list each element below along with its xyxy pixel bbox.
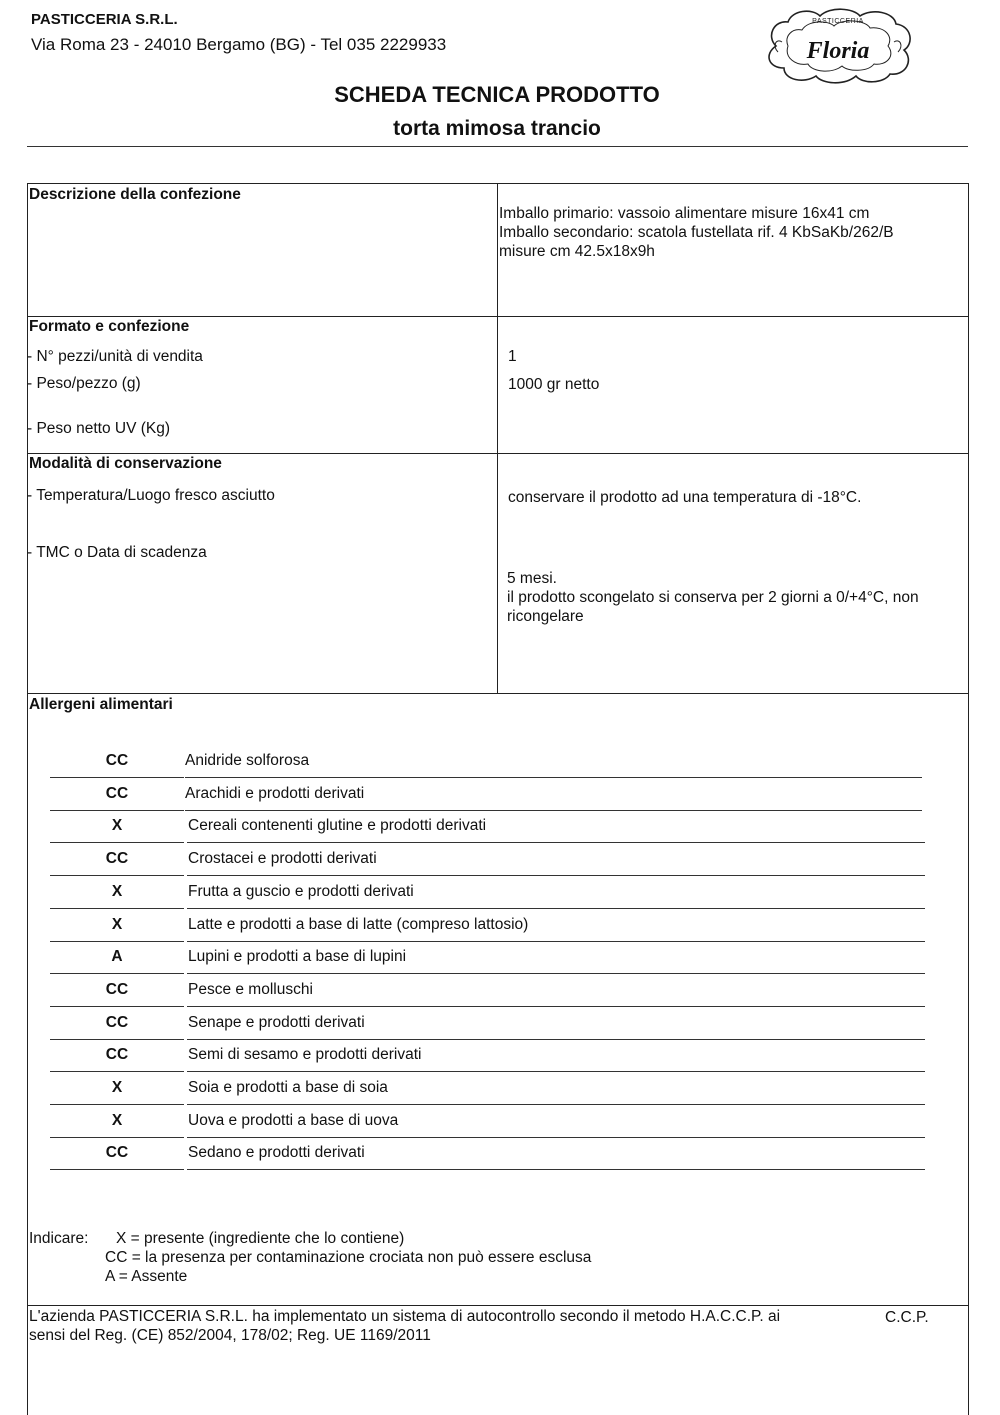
allergen-name: Lupini e prodotti a base di lupini: [188, 948, 407, 966]
allergen-name: Cereali contenenti glutine e prodotti derivati: [188, 817, 487, 835]
allergen-name: Soia e prodotti a base di soia: [188, 1079, 388, 1096]
allergen-code: X: [111, 1111, 123, 1129]
allergen-code: CC: [105, 1144, 129, 1162]
legend-cc: CC = la presenza per contaminazione crociata non può essere esclusa: [105, 1249, 592, 1266]
allergen-code: CC: [105, 850, 129, 868]
format-value: 1000 gr netto: [508, 376, 600, 393]
table-row-divider: [27, 1305, 969, 1306]
packaging-line: Imballo secondario: scatola fustellata rif. 4 KbSaKb/262/B: [499, 224, 894, 241]
legend-x: X = presente (ingrediente che lo contiene): [116, 1230, 405, 1247]
allergen-code-underline: [50, 777, 184, 778]
allergen-name: Crostacei e prodotti derivati: [188, 850, 377, 868]
allergen-code-underline: [50, 810, 184, 811]
format-value: 1: [508, 348, 517, 365]
allergen-code-underline: [50, 842, 184, 843]
table-right-border: [968, 183, 969, 1415]
allergen-name-underline: [187, 1039, 925, 1040]
storage-tmc-label: - TMC o Data di scadenza: [27, 544, 207, 561]
allergens-heading: Allergeni alimentari: [29, 696, 173, 713]
allergen-name-underline: [187, 941, 925, 942]
footer-line: sensi del Reg. (CE) 852/2004, 178/02; Reg. UE 1169/2011: [29, 1327, 431, 1344]
allergen-code: X: [111, 882, 123, 900]
allergen-code-underline: [50, 973, 184, 974]
allergen-name-underline: [187, 973, 925, 974]
product-name: torta mimosa trancio: [393, 117, 601, 140]
allergen-code-underline: [50, 1006, 184, 1007]
table-row-divider: [27, 453, 969, 454]
packaging-heading: Descrizione della confezione: [29, 186, 241, 203]
format-label: - N° pezzi/unità di vendita: [27, 348, 203, 365]
storage-temp-label: - Temperatura/Luogo fresco asciutto: [27, 487, 275, 504]
logo-name-text: Floria: [806, 38, 870, 64]
table-top-border: [27, 183, 969, 184]
floria-logo: [762, 6, 914, 86]
allergen-code-underline: [50, 941, 184, 942]
allergen-name-underline: [187, 1169, 925, 1170]
header-divider: [27, 146, 968, 147]
packaging-line: misure cm 42.5x18x9h: [499, 243, 655, 260]
allergen-name: Frutta a guscio e prodotti derivati: [188, 882, 414, 900]
legend-prefix: Indicare:: [29, 1230, 89, 1247]
allergen-name: Arachidi e prodotti derivati: [185, 784, 365, 802]
allergen-name: Senape e prodotti derivati: [188, 1013, 365, 1031]
allergen-name: Pesce e molluschi: [188, 980, 313, 998]
allergen-name-underline: [187, 908, 925, 909]
allergen-name-underline: [185, 777, 922, 778]
storage-tmc-line: ricongelare: [507, 608, 584, 625]
storage-tmc-line: 5 mesi.: [507, 570, 557, 587]
allergen-name-underline: [187, 1137, 925, 1138]
packaging-line: Imballo primario: vassoio alimentare misure 16x41 cm: [499, 205, 870, 222]
allergen-name: Anidride solforosa: [185, 752, 310, 769]
allergen-name: Semi di sesamo e prodotti derivati: [188, 1046, 422, 1064]
storage-tmc-line: il prodotto scongelato si conserva per 2 giorni a 0/+4°C, non: [507, 589, 919, 606]
company-name: PASTICCERIA S.R.L.: [31, 11, 178, 28]
document-title: SCHEDA TECNICA PRODOTTO: [334, 82, 660, 107]
allergen-code: X: [111, 915, 123, 933]
format-label: - Peso/pezzo (g): [27, 375, 141, 392]
company-address: Via Roma 23 - 24010 Bergamo (BG) - Tel 035 2229933: [31, 35, 447, 54]
allergen-name-underline: [187, 1104, 925, 1105]
footer-line: L'azienda PASTICCERIA S.R.L. ha implementato un sistema di autocontrollo secondo il metodo H.A.C.C.P. ai: [29, 1308, 781, 1325]
allergen-name-underline: [187, 1071, 925, 1072]
allergen-code: X: [111, 817, 123, 835]
format-label: - Peso netto UV (Kg): [27, 420, 171, 437]
allergen-code: CC: [105, 1046, 129, 1064]
footer-ccp: C.C.P.: [885, 1309, 929, 1326]
storage-heading: Modalità di conservazione: [29, 455, 222, 472]
allergen-code-underline: [50, 1137, 184, 1138]
allergen-code-underline: [50, 908, 184, 909]
storage-temp-value: conservare il prodotto ad una temperatura di -18°C.: [508, 489, 862, 506]
logo-top-text: PASTICCERIA: [812, 18, 864, 25]
table-row-divider: [27, 316, 969, 317]
allergen-name: Latte e prodotti a base di latte (compreso lattosio): [188, 915, 529, 933]
allergen-code: CC: [105, 784, 129, 802]
allergen-name-underline: [187, 875, 925, 876]
allergen-code-underline: [50, 1039, 184, 1040]
table-left-border: [27, 183, 28, 1415]
format-heading: Formato e confezione: [29, 318, 190, 335]
allergen-name-underline: [187, 1006, 925, 1007]
allergen-code: CC: [105, 980, 129, 998]
table-row-divider: [27, 693, 969, 694]
allergen-code-underline: [50, 1071, 184, 1072]
allergen-code: A: [111, 948, 123, 966]
allergen-code: CC: [105, 752, 129, 769]
allergen-code-underline: [50, 875, 184, 876]
table-column-divider: [497, 183, 498, 693]
allergen-code: CC: [105, 1013, 129, 1031]
allergen-name: Sedano e prodotti derivati: [188, 1144, 365, 1162]
legend-a: A = Assente: [105, 1268, 188, 1285]
allergen-code-underline: [50, 1104, 184, 1105]
allergen-name: Uova e prodotti a base di uova: [188, 1111, 399, 1129]
allergen-name-underline: [185, 810, 922, 811]
allergen-code: X: [111, 1079, 123, 1096]
allergen-name-underline: [187, 842, 925, 843]
allergen-code-underline: [50, 1169, 184, 1170]
